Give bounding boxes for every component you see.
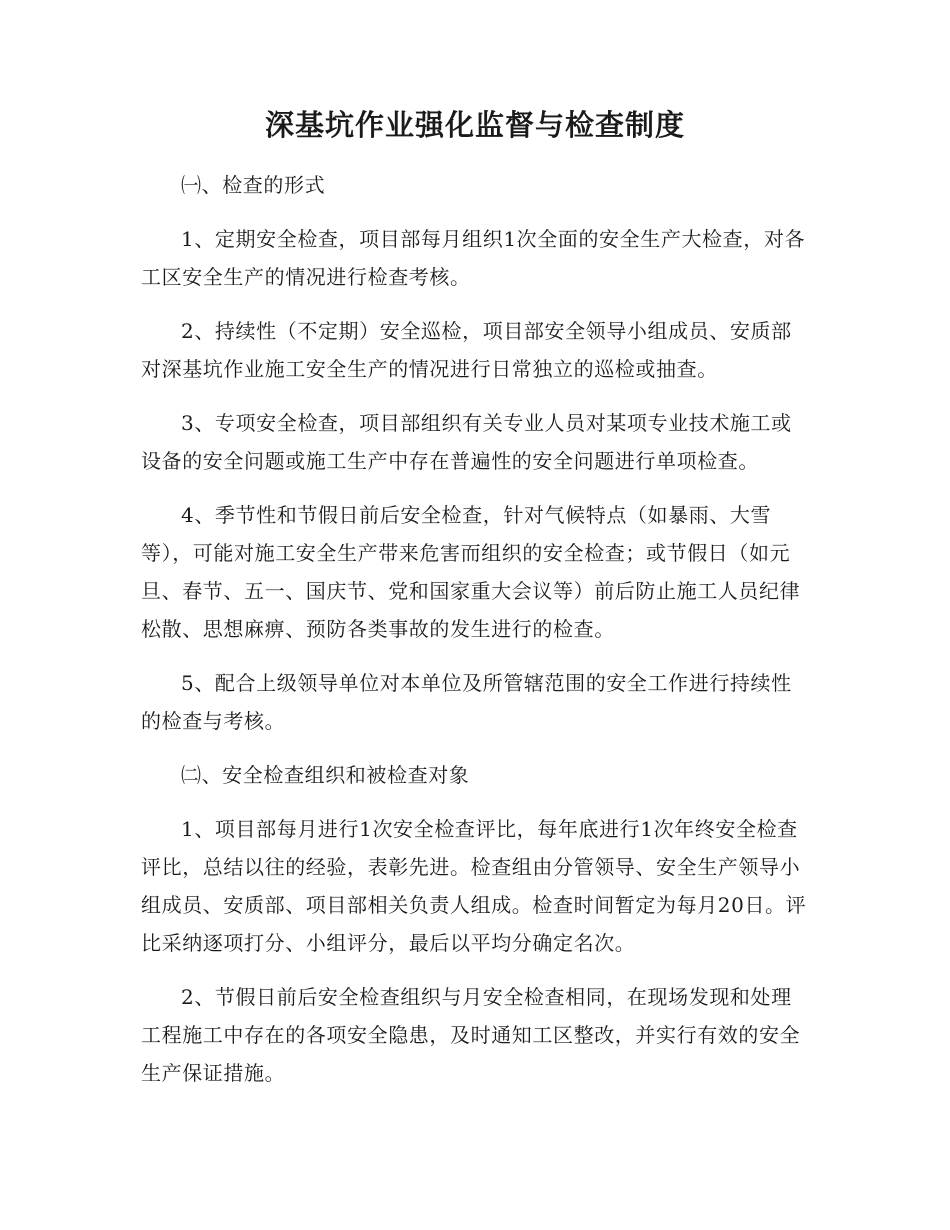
paragraph-seasonal-holiday-inspection: 4、季节性和节假日前后安全检查，针对气候特点（如暴雨、大雪等），可能对施工安全生产带来危害而组织的安全检查；或节假日（如元旦、春节、五一、国庆节、党和国家重大会议等）前后防止施工人员纪律松散、思想麻痹、预防各类事故的发生进行的检查。: [141, 503, 801, 641]
paragraph-holiday-organization: 2、节假日前后安全检查组织与月安全检查相同，在现场发现和处理工程施工中存在的各项安全隐患，及时通知工区整改，并实行有效的安全生产保证措施。: [141, 985, 801, 1085]
paragraph-continuous-patrol: 2、持续性（不定期）安全巡检，项目部安全领导小组成员、安质部对深基坑作业施工安全生产的情况进行日常独立的巡检或抽查。: [141, 319, 792, 381]
paragraph-periodic-inspection: 1、定期安全检查，项目部每月组织1次全面的安全生产大检查，对各工区安全生产的情况进行检查考核。: [141, 227, 806, 289]
section-heading-forms: ㈠、检查的形式: [181, 173, 326, 197]
document-body: [141, 166, 807, 1108]
paragraph-monthly-evaluation: 1、项目部每月进行1次安全检查评比，每年底进行1次年终安全检查评比，总结以往的经验，表彰先进。检查组由分管领导、安全生产领导小组成员、安质部、项目部相关负责人组成。检查时间暂定为每月20日。评比采纳逐项打分、小组评分，最后以平均分确定名次。: [141, 817, 807, 955]
document-title: 深基坑作业强化监督与检查制度: [264, 108, 685, 142]
paragraph-superior-cooperation: 5、配合上级领导单位对本单位及所管辖范围的安全工作进行持续性的检查与考核。: [141, 671, 792, 733]
section-heading-organization: ㈡、安全检查组织和被检查对象: [181, 763, 470, 787]
paragraph-special-inspection: 3、专项安全检查，项目部组织有关专业人员对某项专业技术施工或设备的安全问题或施工生产中存在普遍性的安全问题进行单项检查。: [141, 411, 792, 473]
